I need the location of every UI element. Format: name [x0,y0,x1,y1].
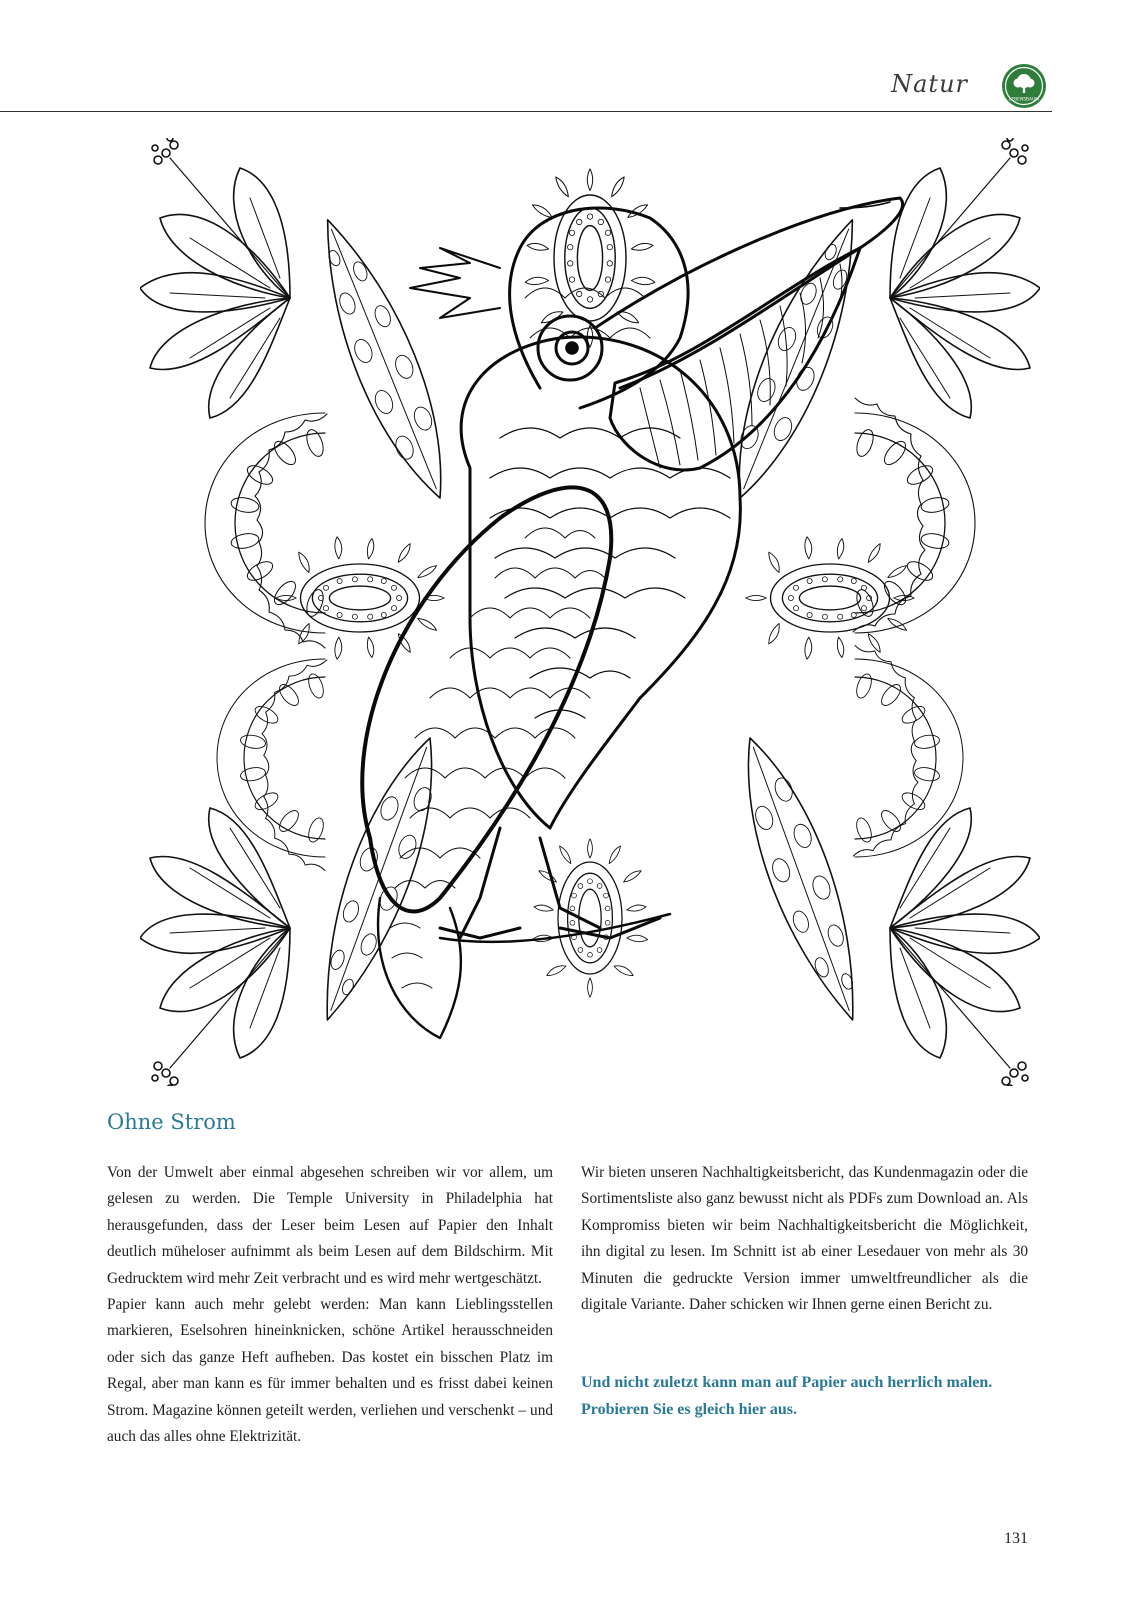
article-column-right [581,1160,1028,1423]
page-number: 131 [1004,1530,1028,1547]
lebensbaum-logo [1000,62,1048,110]
header-divider [0,111,1052,112]
callout-text: Und nicht zuletzt kann man auf Papier auch herrlich malen. Probieren Sie es gleich hier aus. [581,1374,993,1418]
pelican-coloring-illustration [140,138,1040,1086]
article-column-left [107,1160,553,1450]
paragraph: Von der Umwelt aber einmal abgesehen schreiben wir vor allem, um gelesen zu werden. Die Temple University in Philadelphia hat herausgefunden, dass der Leser beim Lesen auf Papier den Inhalt deutlich müheloser aufnimmt als beim Lesen auf dem Bildschirm. Mit Gedrucktem wird mehr Zeit verbracht und es wird mehr wertgeschätzt. [107,1164,553,1287]
logo-text: LEBENSBAUM [1008,97,1040,103]
section-heading: Ohne Strom [107,1110,236,1134]
paragraph: Papier kann auch mehr gelebt werden: Man kann Lieblingsstellen markieren, Eselsohren hineinknicken, schöne Artikel herausschneiden oder sich das ganze Heft aufheben. Das kostet ein bisschen Platz im Regal, aber man kann es für immer behalten und es frisst dabei keinen Strom. Magazine können geteilt werden, verliehen und verschenkt – und auch das alles ohne Elektrizität. [107,1296,553,1446]
paragraph: Wir bieten unseren Nachhaltigkeitsbericht, das Kundenmagazin oder die Sortimentsliste also ganz bewusst nicht als PDFs zum Download an. Als Kompromiss bieten wir beim Nachhaltigkeitsbericht die Möglichkeit, ihn digital zu lesen. Im Schnitt ist ab einer Lesedauer von mehr als 30 Minuten die gedruckte Version immer umweltfreundlicher als die digitale Variante. Daher schicken wir Ihnen gerne einen Bericht zu. [581,1164,1028,1314]
section-title: Natur [891,70,968,98]
pelican-figure [362,198,902,1038]
